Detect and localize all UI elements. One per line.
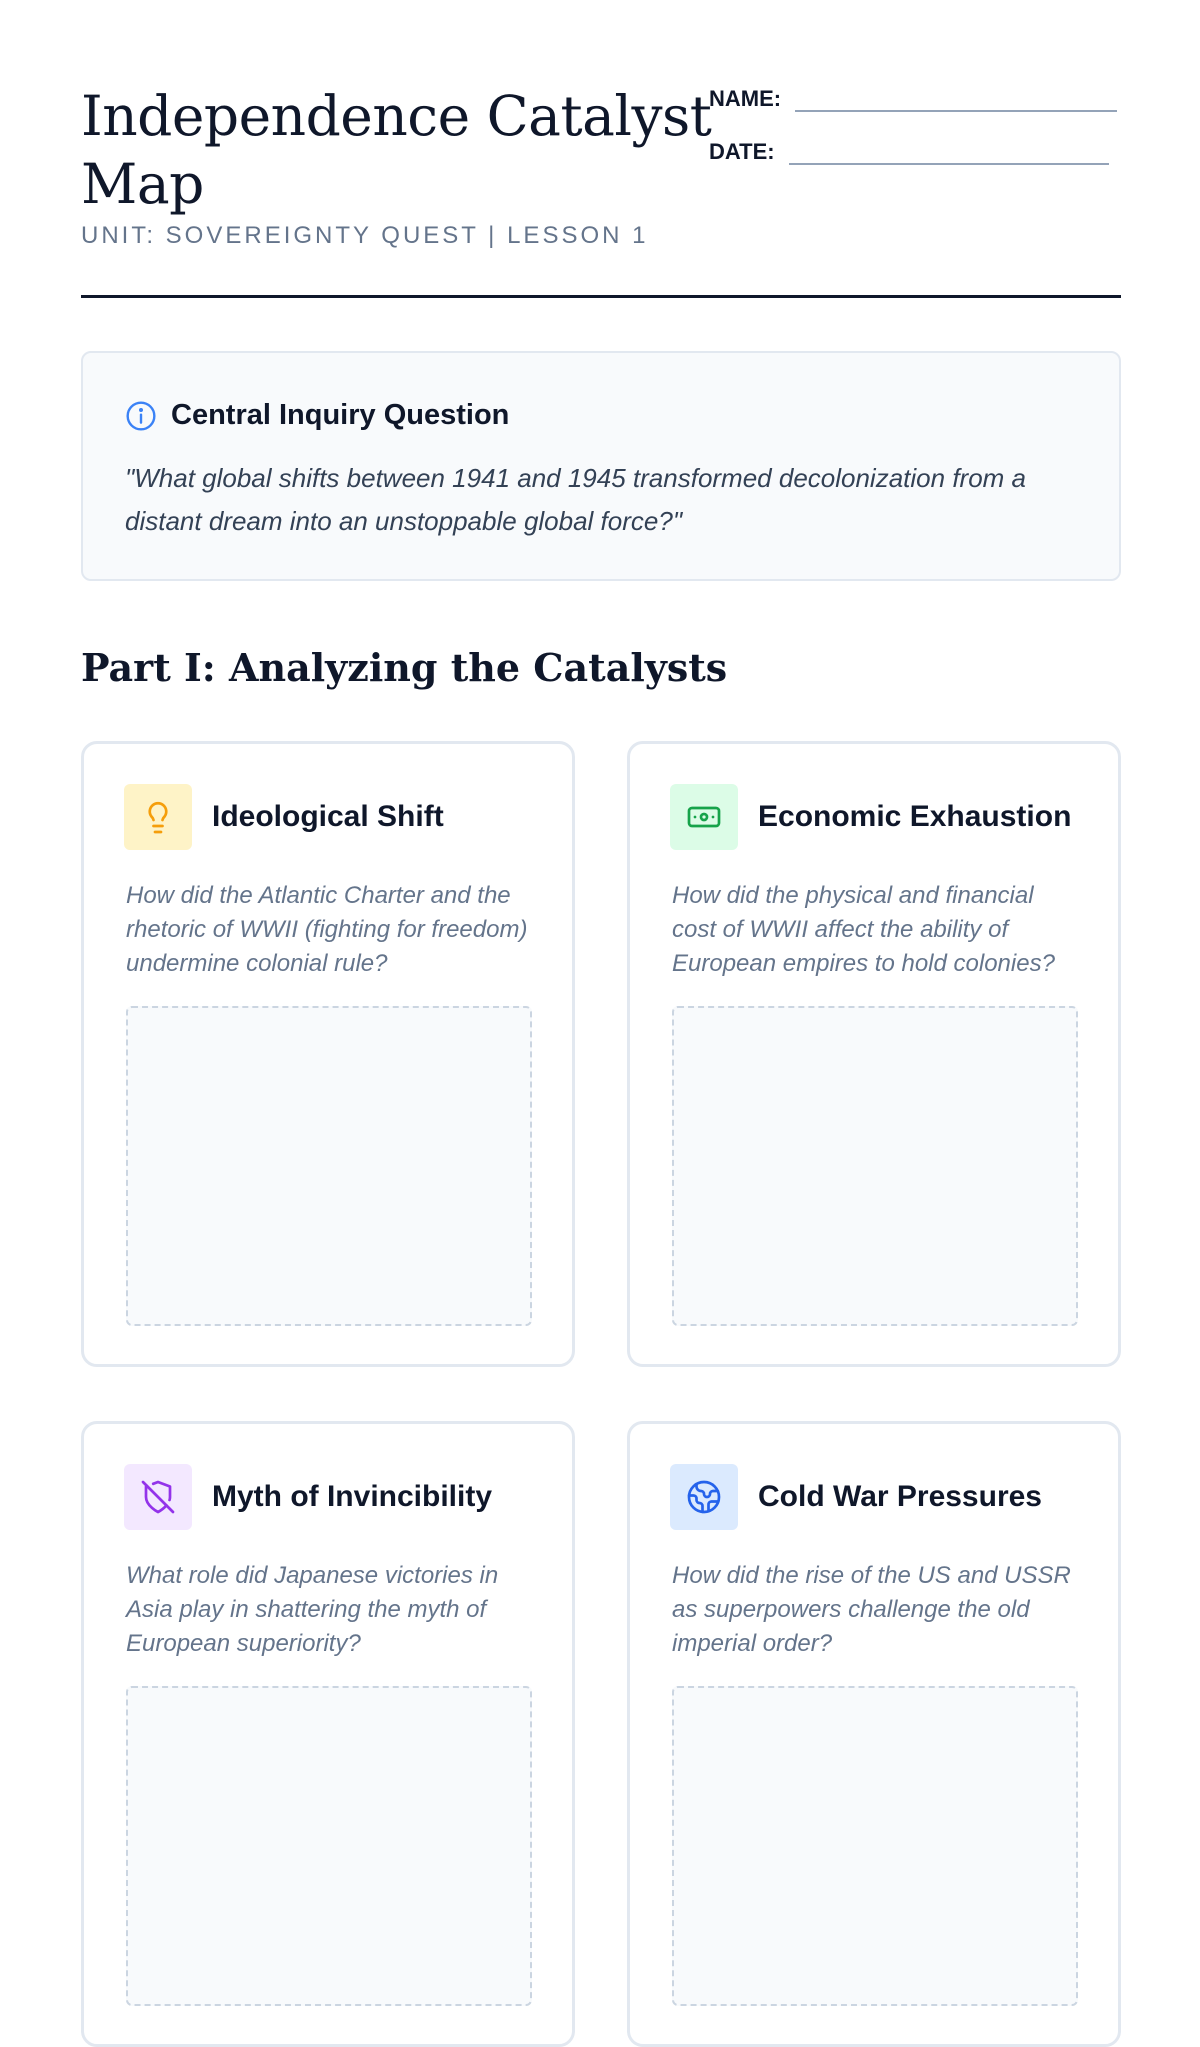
- icon-box: [670, 784, 738, 850]
- inquiry-header: [125, 399, 509, 432]
- name-label: NAME:: [709, 86, 782, 111]
- card-header: [124, 784, 444, 850]
- lightbulb-icon: [140, 799, 176, 835]
- card-title: Economic Exhaustion: [758, 800, 1072, 833]
- card-title: Ideological Shift: [212, 800, 444, 833]
- card-header: [670, 784, 1071, 850]
- catalyst-card-ideological-shift: [81, 741, 575, 1367]
- icon-box: [124, 784, 192, 850]
- answer-box[interactable]: [126, 1686, 532, 2006]
- date-field[interactable]: [709, 139, 1109, 165]
- card-question: How did the rise of the US and USSR as superpowers challenge the old imperial order?: [672, 1562, 1071, 1657]
- card-question: What role did Japanese victories in Asia play in shattering the myth of European superiority?: [126, 1562, 499, 1657]
- section-title: Part I: Analyzing the Catalysts: [81, 645, 728, 690]
- answer-box[interactable]: [126, 1006, 532, 1326]
- card-question: How did the Atlantic Charter and the rhetoric of WWII (fighting for freedom) undermine colonial rule?: [126, 882, 528, 977]
- inquiry-question: "What global shifts between 1941 and 1945 transformed decolonization from a distant dream into an unstoppable global force?": [125, 463, 1026, 536]
- worksheet-page: [81, 0, 1121, 1657]
- page-title: Independence Catalyst Map: [81, 84, 712, 216]
- catalyst-card-myth-of-invincibility: [81, 1421, 575, 2047]
- globe-icon: [686, 1479, 722, 1515]
- card-title: Myth of Invincibility: [212, 1480, 493, 1513]
- inquiry-title: Central Inquiry Question: [171, 399, 510, 431]
- name-field[interactable]: [709, 86, 1117, 112]
- card-header: [124, 1464, 492, 1530]
- name-input-line[interactable]: [795, 110, 1117, 112]
- central-inquiry-box: [81, 351, 1121, 581]
- shield-off-icon: [140, 1479, 176, 1515]
- card-header: [670, 1464, 1042, 1530]
- icon-box: [124, 1464, 192, 1530]
- card-title: Cold War Pressures: [758, 1480, 1042, 1513]
- answer-box[interactable]: [672, 1006, 1078, 1326]
- info-icon: [125, 400, 157, 432]
- worksheet-header: [81, 0, 1121, 298]
- catalyst-card-economic-exhaustion: [627, 741, 1121, 1367]
- unit-lesson-subtitle: UNIT: SOVEREIGNTY QUEST | LESSON 1: [81, 222, 649, 249]
- icon-box: [670, 1464, 738, 1530]
- date-input-line[interactable]: [789, 163, 1109, 165]
- catalyst-card-cold-war-pressures: [627, 1421, 1121, 2047]
- card-question: How did the physical and financial cost of WWII affect the ability of European empires to hold colonies?: [672, 882, 1055, 977]
- banknote-icon: [686, 799, 722, 835]
- date-label: DATE:: [709, 139, 775, 164]
- answer-box[interactable]: [672, 1686, 1078, 2006]
